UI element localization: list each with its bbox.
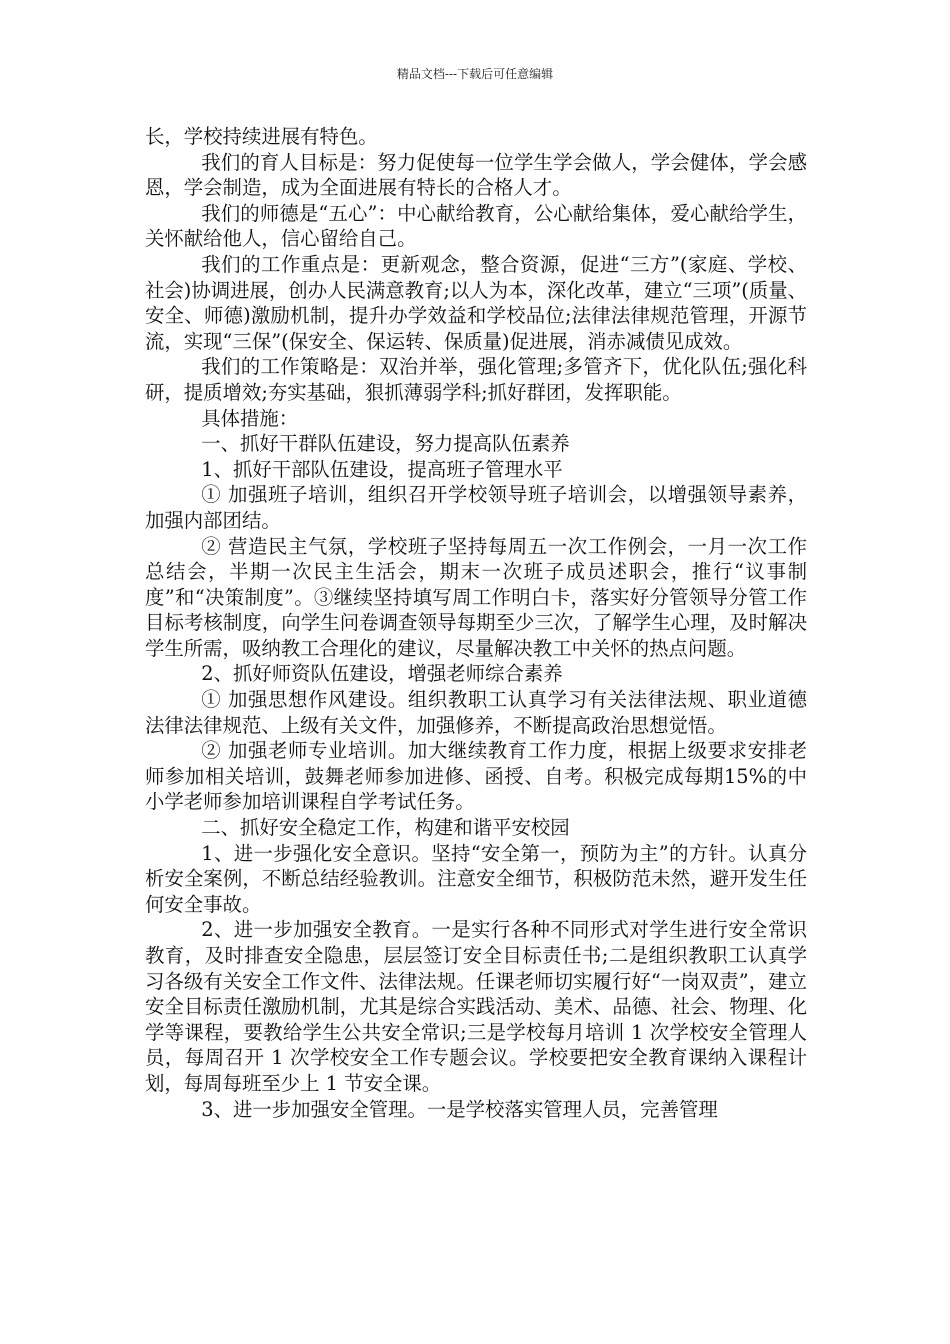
paragraph: 一、抓好干群队伍建设，努力提高队伍素养 [201, 432, 570, 456]
paragraph: ② 营造民主气氛，学校班子坚持每周五一次工作例会，一月一次工作总结会，半期一次民主生活会，期末一次班子成员述职会，推行“议事制度”和“决策制度”。③继续坚持填写周工作明白卡，落实好分管领导分管工作目标考核制度，向学生问卷调查领导每期至少三次，了解学生心理，及时解决学生所需，吸纳教工合理化的建议，尽量解决教工中关怀的热点问题。 [145, 534, 807, 660]
paragraph: 2、抓好师资队伍建设，增强老师综合素养 [201, 662, 563, 686]
paragraph: 1、进一步强化安全意识。坚持“安全第一，预防为主”的方针。认真分析安全案例，不断总结经验教训。注意安全细节，积极防范未然，避开发生任何安全事故。 [145, 841, 807, 916]
paragraph: 2、进一步加强安全教育。一是实行各种不同形式对学生进行安全常识教育，及时排查安全隐患，层层签订安全目标责任书;二是组织教职工认真学习各级有关安全工作文件、法律法规。任课老师切实履行好“一岗双责”，建立安全目标责任激励机制，尤其是综合实践活动、美术、品德、社会、物理、化学等课程，要教给学生公共安全常识;三是学校每月培训 1 次学校安全管理人员，每周召开 1 次学校安全工作专题会议。学校要把安全教育课纳入课程计划，每周每班至少上 1 节安全课。 [145, 918, 807, 1095]
paragraph: 我们的工作重点是：更新观念，整合资源，促进“三方”(家庭、学校、社会)协调进展，创办人民满意教育;以人为本，深化改革，建立“三项”(质量、安全、师德)激励机制，提升办学效益和学校品位;法律法律规范管理，开源节流，实现“三保”(保安全、保运转、保质量)促进展，消赤减债见成效。 [145, 252, 807, 353]
paragraph: ② 加强老师专业培训。加大继续教育工作力度，根据上级要求安排老师参加相关培训，鼓舞老师参加进修、函授、自考。积极完成每期15%的中小学老师参加培训课程自学考试任务。 [145, 739, 807, 814]
paragraph: 3、进一步加强安全管理。一是学校落实管理人员，完善管理 [201, 1097, 718, 1121]
paragraph: 我们的工作策略是：双治并举，强化管理;多管齐下，优化队伍;强化科研，提质增效;夯实基础，狠抓薄弱学科;抓好群团，发挥职能。 [145, 355, 807, 404]
page-header: 精品文档---下载后可任意编辑 [396, 67, 554, 81]
paragraph: 二、抓好安全稳定工作，构建和谐平安校园 [201, 816, 570, 840]
paragraph: ① 加强班子培训，组织召开学校领导班子培训会，以增强领导素养，加强内部团结。 [145, 483, 807, 532]
paragraph: 我们的师德是“五心”：中心献给教育，公心献给集体，爱心献给学生，关怀献给他人，信心留给自己。 [145, 201, 807, 251]
paragraph: 1、抓好干部队伍建设，提高班子管理水平 [201, 457, 563, 481]
paragraph: 具体措施： [201, 406, 299, 430]
paragraph: ① 加强思想作风建设。组织教职工认真学习有关法律法规、职业道德法律法律规范、上级有关文件，加强修养，不断提高政治思想觉悟。 [145, 688, 807, 737]
paragraph: 长，学校持续进展有特色。 [145, 125, 378, 148]
paragraph: 我们的育人目标是：努力促使每一位学生学会做人，学会健体，学会感恩，学会制造，成为全面进展有特长的合格人才。 [145, 150, 807, 200]
document-body [145, 124, 807, 1122]
